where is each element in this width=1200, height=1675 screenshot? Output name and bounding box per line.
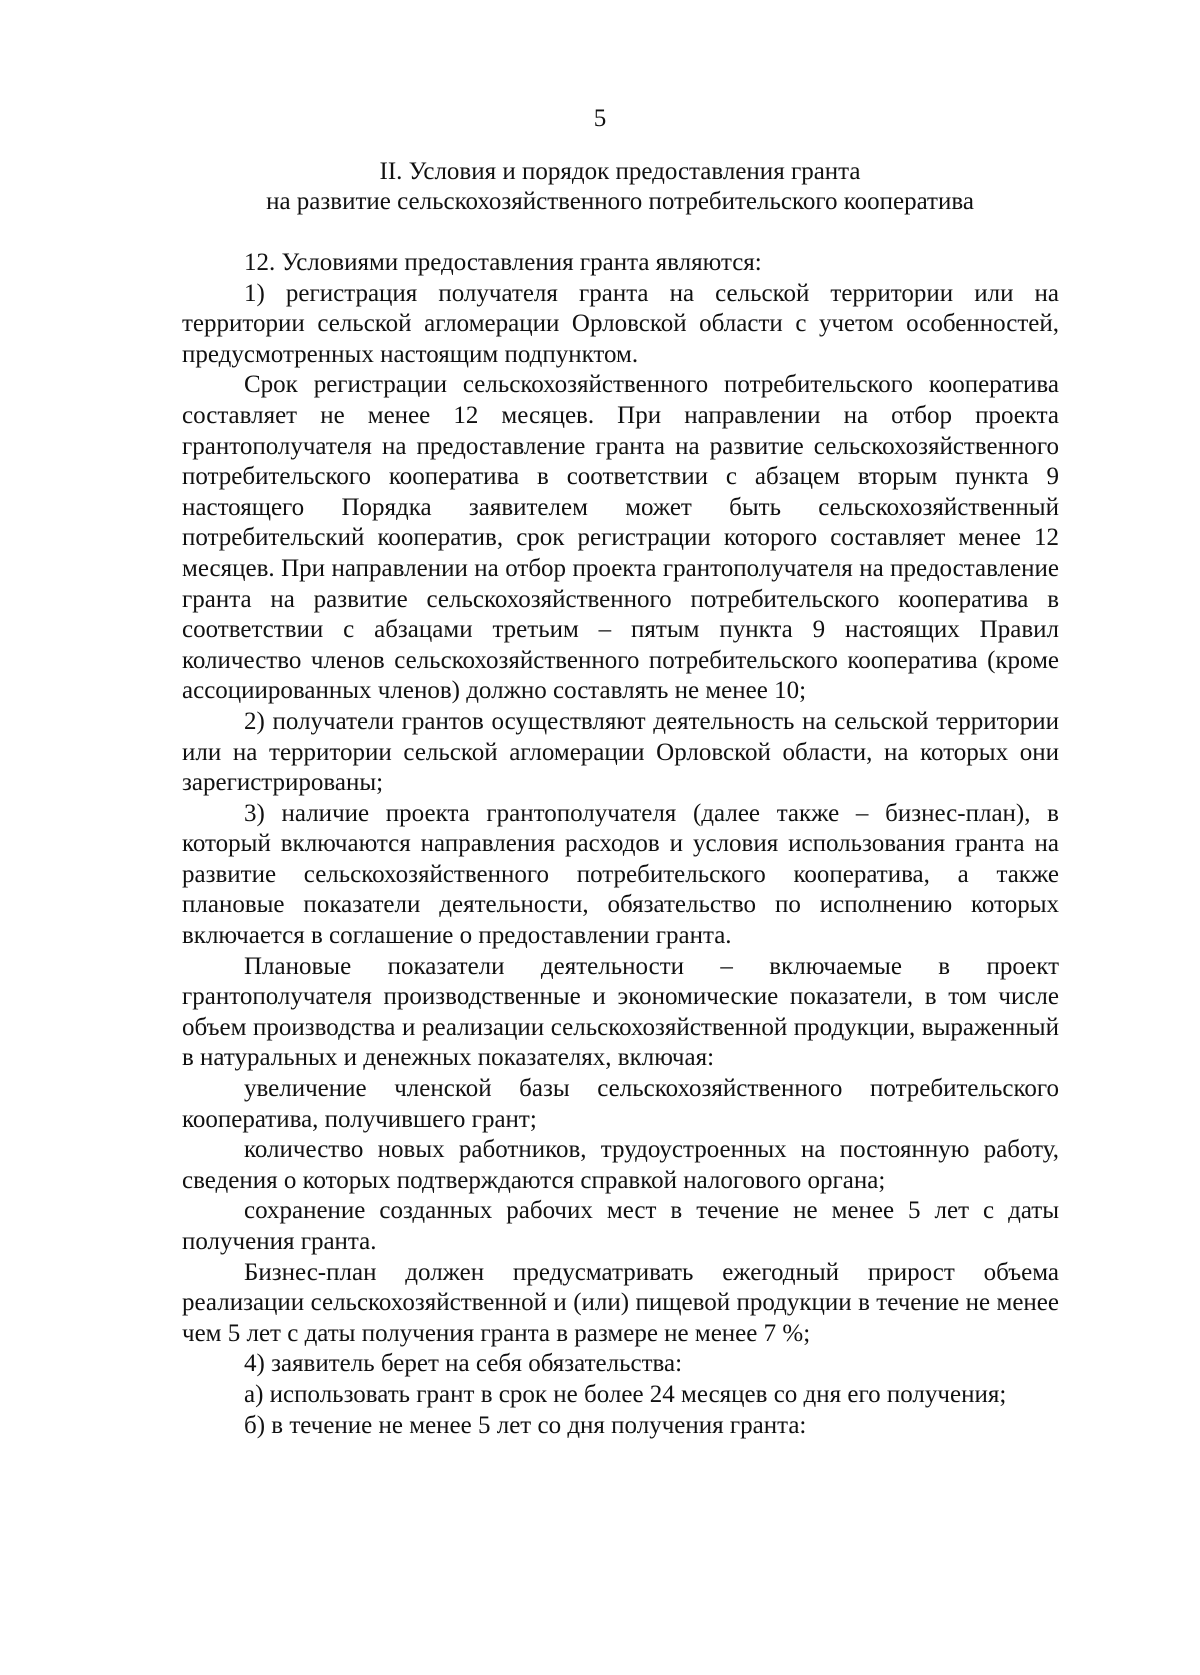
paragraph-membership-growth: увеличение членской базы сельскохозяйственного потребительского кооператива, получившего грант;	[182, 1075, 1059, 1133]
section-title	[150, 157, 1090, 217]
section-title-line-1: II. Условия и порядок предоставления гранта	[379, 158, 861, 185]
page-number: 5	[593, 105, 607, 132]
paragraph-subitem-2: 2) получатели грантов осуществляют деятельность на сельской территории или на территории сельской агломерации Орловской области, на которых они зарегистрированы;	[182, 707, 1059, 797]
document-body	[182, 248, 1059, 1441]
paragraph-business-plan: Бизнес-план должен предусматривать ежегодный прирост объема реализации сельскохозяйственной и (или) пищевой продукции в течение не менее чем 5 лет с даты получения гранта в размере не менее 7 %;	[182, 1258, 1059, 1347]
paragraph-registration-term: Срок регистрации сельскохозяйственного потребительского кооператива составляет не менее 12 месяцев. При направлении на отбор проекта грантополучателя на предоставление гранта на развитие сельскохозяйственного потребительского кооператива в соответствии с абзацем вторым пункта 9 настоящего Порядка заявителем может быть сельскохозяйственный потребительский кооператив, срок регистрации которого составляет менее 12 месяцев. При направлении на отбор проекта грантополучателя на предоставление гранта на развитие сельскохозяйственного потребительского кооператива в соответствии с абзацами третьим – пятым пункта 9 настоящих Правил количество членов сельскохозяйственного потребительского кооператива (кроме ассоциированных членов) должно составлять не менее 10;	[182, 371, 1059, 705]
paragraph-new-workers: количество новых работников, трудоустроенных на постоянную работу, сведения о которых подтверждаются справкой налогового органа;	[182, 1136, 1059, 1194]
paragraph-subitem-4a: а) использовать грант в срок не более 24 месяцев со дня его получения;	[244, 1380, 1007, 1408]
paragraph-subitem-4: 4) заявитель берет на себя обязательства:	[244, 1350, 683, 1378]
paragraph-item-12: 12. Условиями предоставления гранта являются:	[244, 249, 762, 276]
paragraph-planned-indicators: Плановые показатели деятельности – включаемые в проект грантополучателя производственные и экономические показатели, в том числе объем производства и реализации сельскохозяйственной продукции, выраженный в натуральных и денежных показателях, включая:	[182, 952, 1059, 1072]
section-title-line-2: на развитие сельскохозяйственного потребительского кооператива	[266, 188, 974, 215]
paragraph-subitem-1: 1) регистрация получателя гранта на сельской территории или на территории сельской агломерации Орловской области с учетом особенностей, предусмотренных настоящим подпунктом.	[182, 279, 1059, 368]
paragraph-jobs-preservation: сохранение созданных рабочих мест в течение не менее 5 лет с даты получения гранта.	[182, 1197, 1059, 1255]
paragraph-subitem-4b: б) в течение не менее 5 лет со дня получения гранта:	[244, 1411, 807, 1439]
paragraph-subitem-3: 3) наличие проекта грантополучателя (далее также – бизнес-план), в который включаются направления расходов и условия использования гранта на развитие сельскохозяйственного потребительского кооператива, а также плановые показатели деятельности, обязательство по исполнению которых включается в соглашение о предоставлении гранта.	[182, 799, 1059, 950]
